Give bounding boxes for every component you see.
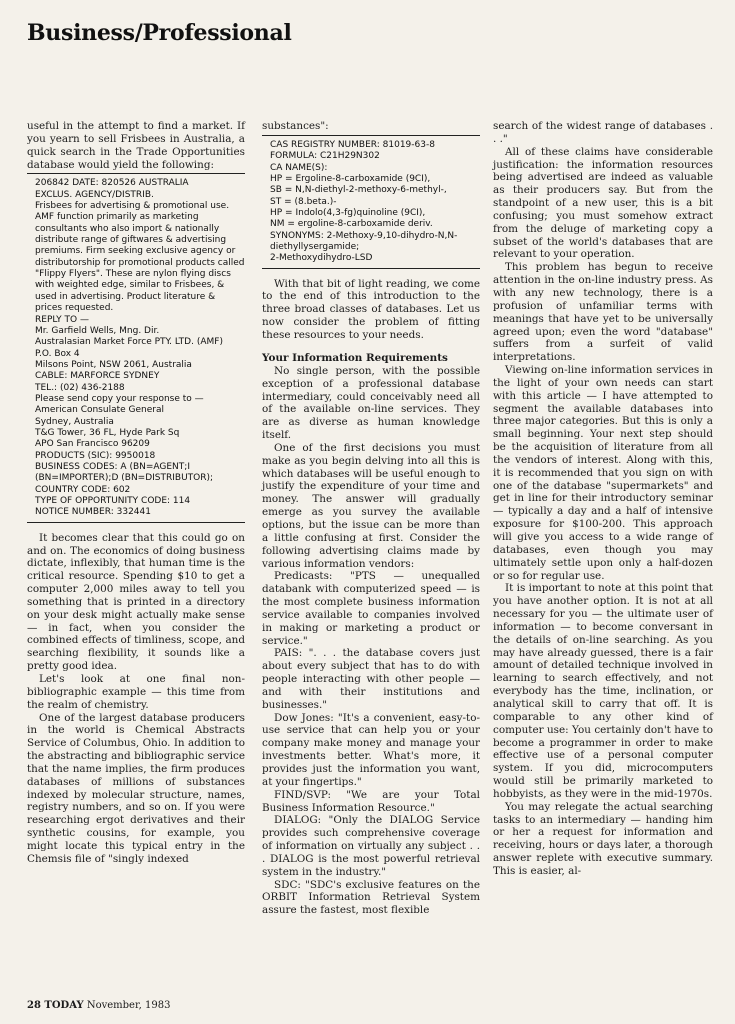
paragraph: With that bit of light reading, we come to the end of this introduction to the three broad classes of databases. Let us now consider the problem of fitting these resources to your needs. <box>262 277 480 341</box>
column-3 <box>493 120 713 878</box>
paragraph: All of these claims have considerable justification: the information resources being advertised are indeed as valuable as their producers say. But from the standpoint of a new user, this is a bit confusing; you must somehow extract from the deluge of marketing copy a subset of the world's databases that are relevant to your operation. <box>493 145 713 261</box>
paragraph: It becomes clear that this could go on and on. The economics of doing business dictate, inflexibly, that human time is the critical resource. Spending $10 to get a computer 2,000 miles away to tell you something that is printed in a directory on your desk might actually make sense — in fact, when you consider the combined effects of timliness, scope, and searching flexibility, it sounds like a pretty good idea. <box>27 531 245 673</box>
paragraph: This problem has begun to receive attention in the on-line industry press. As with any new technology, there is a profusion of unfamiliar terms with meanings that have yet to be universally agreed upon; even the word "database" suffers from a surfeit of valid interpretations. <box>493 261 713 364</box>
paragraph: Viewing on-line information services in the light of your own needs can start with this article — I have attempted to segment the available databases into three major categories. But this is only a small beginning. Your next step should be the acquisition of literature from all the vendors of interest. Along with this, it is recommended that you sign on with one of the database "supermarkets" and get in line for their introductory seminar — typically a day and a half of intensive exposure for $100-200. This approach will give you access to a wide range of databases, even though you may ultimately settle upon only a half-dozen or so for regular use. <box>493 364 713 582</box>
paragraph: useful in the attempt to find a market. If you yearn to sell Frisbees in Australia, a quick search in the Trade Opportunities database would yield the following: <box>27 120 245 171</box>
printout-text: CAS REGISTRY NUMBER: 81019-63-8 FORMULA: C21H29N302 CA NAME(S): HP = Ergoline-8-carboxamide (9CI), SB = N,N-diethyl-2-methoxy-6-methyl-, ST = (8.beta.)- HP = Indolo(4,3-fg)quinoline (9CI), NM = ergoline-8-carboxamide deriv. SYNONYMS: 2-Methoxy-9,10-dihydro-N,N-diethyllysergamide; 2-Methoxydihydro-LSD <box>270 139 458 264</box>
section-title: Business/Professional <box>27 20 292 46</box>
paragraph: One of the first decisions you must make as you begin delving into all this is which databases will be useful enough to justify the expenditure of your time and money. The answer will gradually emerge as you survey the available options, but the issue can be more than a little confusing at first. Consider the following advertising claims made by various information vendors: <box>262 441 480 570</box>
issue-date: November, 1983 <box>86 1000 171 1011</box>
paragraph: Dow Jones: "It's a convenient, easy-to-use service that can help you or your company make money and manage your investments better. What's more, it provides just the information you want, at your fingertips." <box>262 711 480 788</box>
paragraph: PAIS: ". . . the database covers just about every subject that has to do with people interacting with other people — and with their institutions and businesses." <box>262 647 480 711</box>
printout-bottom-rule <box>27 522 245 523</box>
paragraph: Predicasts: "PTS — unequalled databank with computerized speed — is the most complete business information service available to companies involved in making or marketing a product or service." <box>262 570 480 647</box>
subheading: Your Information Requirements <box>262 351 448 364</box>
paragraph: Let's look at one final non-bibliographic example — this time from the realm of chemistry. <box>27 672 245 711</box>
paragraph: FIND/SVP: "We are your Total Business Information Resource." <box>262 788 480 814</box>
page-number: 28 TODAY <box>27 1000 84 1011</box>
paragraph: One of the largest database producers in the world is Chemical Abstracts Service of Columbus, Ohio. In addition to the abstracting and bibliographic service that the name implies, the firm produces databases of millions of substances indexed by molecular structure, names, registry numbers, and so on. If you were researching ergot derivatives and their synthetic cousins, for example, you might locate this typical entry in the Chemsis file of "singly indexed <box>27 711 245 865</box>
chemsis-printout <box>262 135 480 268</box>
paragraph: search of the widest range of databases . . ." <box>493 120 713 145</box>
printout-bottom-rule <box>262 268 480 269</box>
paragraph: It is important to note at this point that you have another option. It is not at all necessary for you — the ultimate user of information — to become conversant in the details of on-line searching. As you may have already guessed, there is a fair amount of detailed technique involved in learning to search effectively, and not everybody has the time, inclination, or analytical skill to carry that off. It is comparable to any other kind of computer use: You certainly don't have to become a programmer in order to make effective use of a personal computer system. If you did, microcomputers would still be primarily marketed to hobbyists, as they were in the mid-1970s. <box>493 582 713 800</box>
paragraph: You may relegate the actual searching tasks to an intermediary — handing him or her a request for information and receiving, hours or days later, a thorough answer replete with executive summary. This is easier, al- <box>493 800 713 877</box>
paragraph: SDC: "SDC's exclusive features on the ORBIT Information Retrieval System assure the fastest, most flexible <box>262 878 480 917</box>
printout-text: 206842 DATE: 820526 AUSTRALIA EXCLUS. AGENCY/DISTRIB. Frisbees for advertising & promotional use. AMF function primarily as marketing consultants who also import & nationally distribute range of giftwares & advertising premiums. Firm seeking exclusive agency or distributorship for promotional products called "Flippy Flyers". These are nylon flying discs with weighted edge, similar to Frisbees, & used in advertising. Product literature & prices requested. REPLY TO — Mr. Garfield Wells, Mng. Dir. Australasian Market Force PTY. LTD. (AMF) P.O. Box 4 Milsons Point, NSW 2061, Australia CABLE: MARFORCE SYDNEY TEL.: (02) 436-2188 Please send copy your response to — American Consulate General Sydney, Australia T&G Tower, 36 FL, Hyde Park Sq APO San Francisco 96209 PRODUCTS (SIC): 9950018 BUSINESS CODES: A (BN=AGENT;I (BN=IMPORTER);D (BN=DISTRIBUTOR); COUNTRY CODE: 602 TYPE OF OPPORTUNITY CODE: 114 NOTICE NUMBER: 332441 <box>35 178 245 518</box>
column-1 <box>27 120 245 866</box>
page-footer <box>27 1000 170 1011</box>
paragraph: No single person, with the possible exception of a professional database intermediary, could conceivably need all of the available on-line services. They are as diverse as human knowledge itself. <box>262 364 480 442</box>
trade-opportunity-printout <box>27 173 245 521</box>
column-2 <box>262 120 480 917</box>
paragraph: DIALOG: "Only the DIALOG Service provides such comprehensive coverage of information on virtually any subject . . . DIALOG is the most powerful retrieval system in the industry." <box>262 814 480 878</box>
paragraph: substances": <box>262 120 329 132</box>
